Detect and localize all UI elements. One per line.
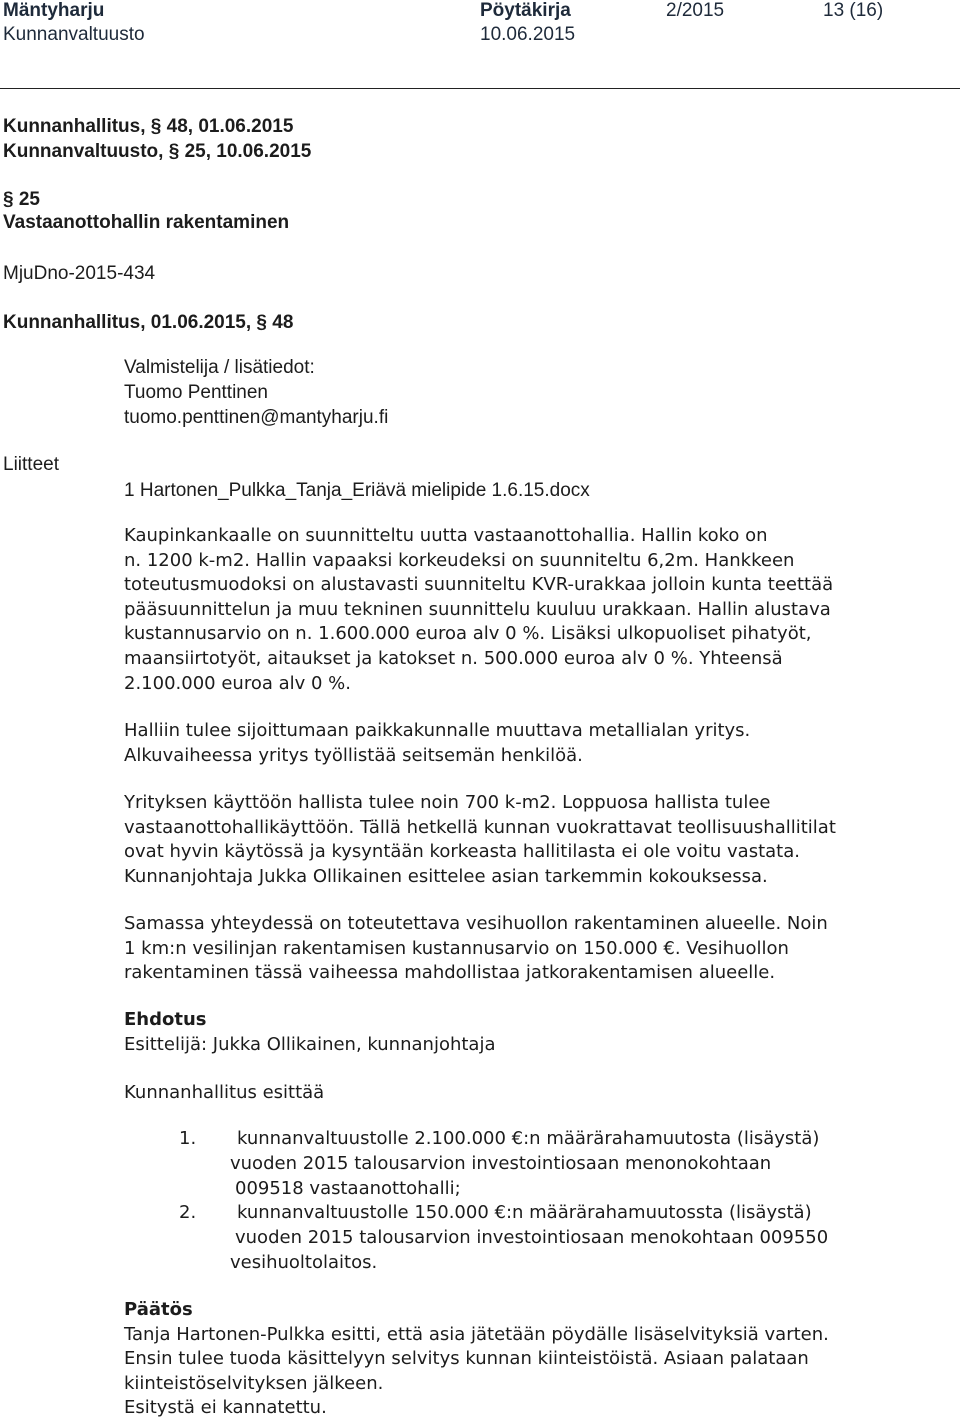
header-divider <box>0 88 960 89</box>
text-line: kunnanvaltuustolle 150.000 €:n määrärahamuutossta (lisäystä) <box>237 1202 812 1223</box>
text-line: Alkuvaiheessa yritys työllistää seitsemän henkilöä. <box>124 744 583 766</box>
ref-kunnanvaltuusto: Kunnanvaltuusto, § 25, 10.06.2015 <box>3 141 312 162</box>
text-line: rakentaminen tässä vaiheessa mahdollistaa jatkorakentamisen alueelle. <box>124 962 776 984</box>
paragraph-usage <box>124 791 924 889</box>
proposal-intro: Kunnanhallitus esittää <box>124 1082 325 1103</box>
decision-section <box>124 1298 924 1421</box>
text-line: kustannusarvio on n. 1.600.000 euroa alv 0 %. Lisäksi ulkopuoliset pihatyöt, <box>124 623 812 645</box>
preparer-name: Tuomo Penttinen <box>124 382 268 403</box>
preparer-label: Valmistelija / lisätiedot: <box>124 357 315 378</box>
item-number: 2. <box>179 1202 197 1223</box>
text-line: Kunnanjohtaja Jukka Ollikainen esittelee asian tarkemmin kokouksessa. <box>124 865 768 887</box>
municipality-name: Mäntyharju <box>3 0 105 21</box>
text-line: pääsuunnittelun ja muu tekninen suunnittelu kuuluu urakkaan. Hallin alustava <box>124 598 831 620</box>
page-number: 13 (16) <box>823 0 884 21</box>
proposal-presenter: Esittelijä: Jukka Ollikainen, kunnanjohtaja <box>124 1033 496 1055</box>
sub-heading: Kunnanhallitus, 01.06.2015, § 48 <box>3 312 294 333</box>
text-line: Tanja Hartonen-Pulkka esitti, että asia jätetään pöydälle lisäselvityksiä varten. <box>124 1323 829 1345</box>
proposal-heading: Ehdotus <box>124 1009 207 1030</box>
text-line: vuoden 2015 talousarvion investointiosaan menokohtaan 009550 <box>235 1227 829 1248</box>
text-line: toteutusmuodoksi on alustavasti suunniteltu KVR-urakkaa jolloin kunta teettää <box>124 574 834 596</box>
text-line: vastaanottohallikäyttöön. Tällä hetkellä kunnan vuokrattavat teollisuushallitilat <box>124 816 836 838</box>
text-line: vuoden 2015 talousarvion investointiosaan menonokohtaan <box>230 1153 772 1174</box>
text-line: kunnanvaltuustolle 2.100.000 €:n määrärahamuutosta (lisäystä) <box>237 1128 820 1149</box>
dno: MjuDno-2015-434 <box>3 263 156 284</box>
text-line: Yrityksen käyttöön hallista tulee noin 700 k-m2. Loppuosa hallista tulee <box>124 792 771 813</box>
text-line: 009518 vastaanottohalli; <box>235 1178 461 1199</box>
text-line: 1 km:n vesilinjan rakentamisen kustannusarvio on 150.000 €. Vesihuollon <box>124 937 789 959</box>
text-line: maansiirtotyöt, aitaukset ja katokset n. 500.000 euroa alv 0 %. Yhteensä <box>124 647 783 669</box>
meeting-date: 10.06.2015 <box>480 24 576 45</box>
preparer-email[interactable]: tuomo.penttinen@mantyharju.fi <box>124 407 389 428</box>
proposal-section <box>124 1008 924 1057</box>
text-line: kiinteistöselvityksen jälkeen. <box>124 1372 384 1394</box>
text-line: Halliin tulee sijoittumaan paikkakunnalle muuttava metallialan yritys. <box>124 720 751 741</box>
text-line: n. 1200 k-m2. Hallin vapaaksi korkeudeksi on suunniteltu 6,2m. Hankkeen <box>124 549 795 571</box>
attachments-label: Liitteet <box>3 454 59 475</box>
paragraph-water-supply <box>124 912 924 986</box>
text-line: Kaupinkankaalle on suunnitteltu uutta vastaanottohallia. Hallin koko on <box>124 525 768 546</box>
body-name: Kunnanvaltuusto <box>3 24 145 45</box>
issue-number: 2/2015 <box>666 0 725 21</box>
text-line: ovat hyvin käytössä ja kysyntään korkeasta hallitilasta ei ole voitu vastata. <box>124 841 800 863</box>
section-number: § 25 <box>3 189 40 210</box>
text-line: Esitystä ei kannatettu. <box>124 1397 327 1419</box>
text-line: vesihuoltolaitos. <box>230 1252 378 1273</box>
decision-heading: Päätös <box>124 1299 193 1320</box>
paragraph-tenant <box>124 719 924 768</box>
attachment-item[interactable]: 1 Hartonen_Pulkka_Tanja_Eriävä mielipide 1.6.15.docx <box>124 480 590 501</box>
document-type: Pöytäkirja <box>480 0 571 21</box>
text-line: Ensin tulee tuoda käsittelyyn selvitys kunnan kiinteistöistä. Asiaan palataan <box>124 1348 809 1370</box>
ref-kunnanhallitus: Kunnanhallitus, § 48, 01.06.2015 <box>3 116 294 137</box>
text-line: 2.100.000 euroa alv 0 %. <box>124 672 351 694</box>
text-line: Samassa yhteydessä on toteutettava vesihuollon rakentaminen alueelle. Noin <box>124 913 828 934</box>
section-title: Vastaanottohallin rakentaminen <box>3 212 290 233</box>
paragraph-hall-plan <box>124 524 924 696</box>
item-number: 1. <box>179 1128 197 1149</box>
